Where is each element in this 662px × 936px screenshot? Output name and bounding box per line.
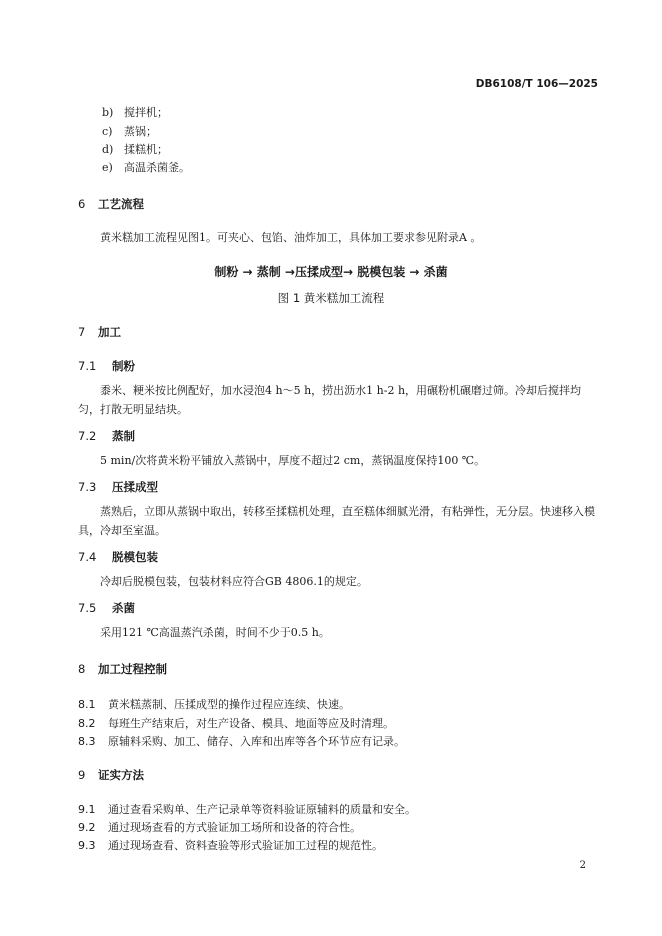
item-text: 通过现场查看的方式验证加工场所和设备的符合性。 (108, 821, 361, 834)
subsection-heading (78, 600, 135, 616)
subsection-heading (78, 428, 135, 444)
section-number: 8 (78, 662, 86, 676)
subsection-number: 7.1 (78, 359, 97, 373)
numbered-item (78, 819, 361, 835)
item-text: 原辅料采购、加工、储存、入库和出库等各个环节应有记录。 (108, 735, 405, 748)
numbered-item (78, 715, 394, 731)
paragraph: 采用121 ℃高温蒸汽杀菌，时间不少于0.5 h。 (100, 626, 330, 639)
item-number: 9.3 (78, 839, 96, 852)
paragraph: 5 min/次将黄米粉平铺放入蒸锅中，厚度不超过2 cm，蒸锅温度保持100 ℃。 (100, 454, 486, 467)
list-marker: e) (102, 161, 113, 174)
list-text: 搅拌机； (124, 106, 168, 119)
section-heading (78, 324, 121, 340)
document-id: DB6108/T 106—2025 (475, 78, 598, 90)
item-text: 黄米糕蒸制、压揉成型的操作过程应连续、快速。 (108, 698, 350, 711)
paragraph: 冷却后脱模包装，包装材料应符合GB 4806.1的规定。 (100, 575, 368, 588)
numbered-item (78, 801, 416, 817)
section-title: 加工 (98, 325, 121, 339)
subsection-title: 杀菌 (112, 601, 135, 615)
list-text: 高温杀菌釜。 (124, 161, 190, 174)
list-marker: b) (102, 106, 114, 119)
section-number: 6 (78, 197, 86, 211)
subsection-heading (78, 358, 135, 374)
item-number: 9.2 (78, 821, 96, 834)
list-text: 揉糕机； (124, 143, 168, 156)
item-text: 每班生产结束后，对生产设备、模具、地面等应及时清理。 (108, 717, 394, 730)
subsection-number: 7.2 (78, 429, 97, 443)
section-number: 9 (78, 768, 86, 782)
list-text: 蒸锅； (124, 125, 157, 138)
item-number: 8.1 (78, 698, 96, 711)
figure-caption: 图 1 黄米糕加工流程 (277, 291, 385, 305)
subsection-title: 制粉 (112, 359, 135, 373)
item-number: 8.3 (78, 735, 96, 748)
subsection-number: 7.4 (78, 550, 97, 564)
process-flow: 制粉 → 蒸制 →压揉成型→ 脱模包装 → 杀菌 (214, 265, 448, 279)
item-number: 8.2 (78, 717, 96, 730)
subsection-title: 蒸制 (112, 429, 135, 443)
numbered-item (78, 733, 405, 749)
numbered-item (78, 696, 350, 712)
item-text: 通过现场查看、资料查验等形式验证加工过程的规范性。 (108, 839, 383, 852)
section-heading (78, 767, 144, 783)
subsection-heading (78, 549, 158, 565)
item-text: 通过查看采购单、生产记录单等资料验证原辅料的质量和安全。 (108, 803, 416, 816)
paragraph: 黄米糕加工流程见图1。可夹心、包馅、油炸加工，具体加工要求参见附录A 。 (100, 231, 482, 244)
subsection-heading (78, 479, 158, 495)
subsection-title: 压揉成型 (112, 480, 158, 494)
section-number: 7 (78, 325, 86, 339)
subsection-number: 7.5 (78, 601, 97, 615)
numbered-item (78, 837, 383, 853)
section-title: 工艺流程 (98, 197, 144, 211)
section-heading (78, 196, 144, 212)
page-number: 2 (579, 860, 586, 871)
list-item (102, 161, 190, 175)
paragraph: 黍米、粳米按比例配好，加水浸泡4 h～5 h，捞出沥水1 h-2 h，用碾粉机碾磨过筛。冷却后搅拌均匀，打散无明显结块。 (78, 384, 582, 416)
list-marker: d) (102, 143, 114, 156)
list-item (102, 106, 168, 120)
item-number: 9.1 (78, 803, 96, 816)
paragraph: 蒸熟后，立即从蒸锅中取出，转移至揉糕机处理，直至糕体细腻光滑，有粘弹性，无分层。快速移入模具，冷却至室温。 (78, 505, 595, 537)
list-item (102, 125, 157, 139)
list-marker: c) (102, 125, 113, 138)
section-title: 加工过程控制 (98, 662, 167, 676)
list-item (102, 143, 168, 157)
section-heading (78, 661, 167, 677)
section-title: 证实方法 (98, 768, 144, 782)
subsection-number: 7.3 (78, 480, 97, 494)
subsection-title: 脱模包装 (112, 550, 158, 564)
